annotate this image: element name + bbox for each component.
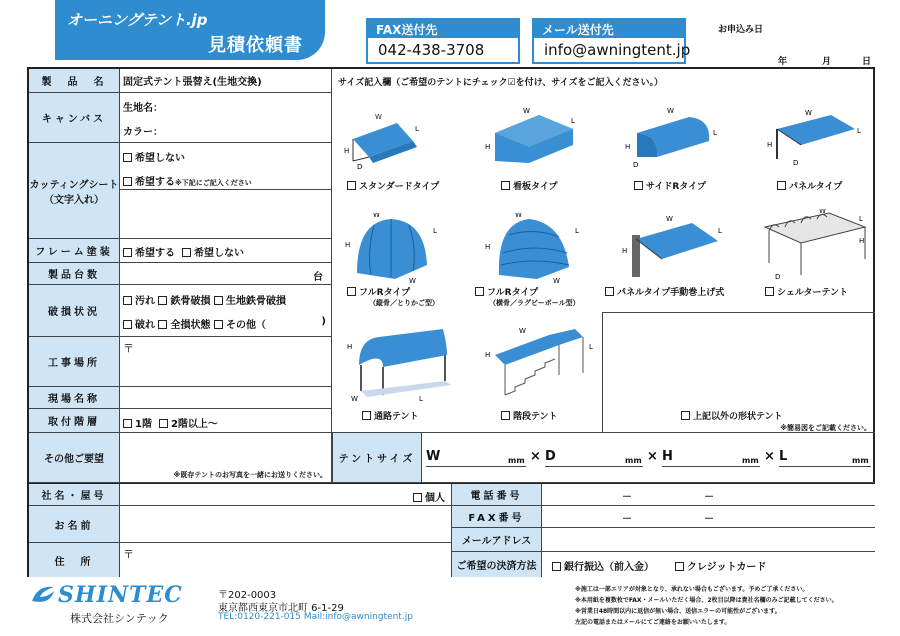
side-r-label: サイドRタイプ [646, 182, 706, 192]
times-1: × [530, 449, 541, 464]
floor-field [120, 409, 332, 433]
other-shape-label: 上記以外の形状テント [693, 412, 783, 422]
dim-h: H [485, 351, 491, 359]
dim-h: H [859, 237, 865, 245]
note-3: ※営業日48時間以内に返信が無い場合、送信エラーの可能性がございます。 [575, 608, 781, 615]
dim-l: L [575, 227, 579, 235]
full-r-vertical-label: フルRタイプ [359, 288, 411, 298]
signboard-label: 看板タイプ [513, 182, 558, 192]
frame-yes-checkbox[interactable] [123, 248, 132, 257]
full-r-horizontal-checkbox[interactable] [475, 287, 484, 296]
dim-l: L [589, 343, 593, 351]
size-h-unit: mm [742, 456, 759, 465]
dim-h: H [625, 143, 631, 151]
email-field[interactable] [542, 528, 875, 552]
other-shape-checkbox[interactable] [681, 411, 690, 420]
phone-field[interactable] [542, 484, 875, 506]
note-2: ※本用紙を複数枚でFAX・メールいただく場合、2枚目以降は貴社名欄のみご記載してください。 [575, 597, 838, 604]
size-w-unit: mm [508, 456, 525, 465]
tent-size-field [422, 433, 875, 483]
color-label: カラー： [123, 127, 163, 138]
signboard-tent-illustration [479, 105, 589, 171]
shelter-tent-illustration [759, 209, 871, 281]
note-1: ※施工は一部エリアが対象となり、承れない場合もございます。予めご了承ください。 [575, 586, 809, 593]
size-l-unit: mm [852, 456, 869, 465]
dirt-checkbox[interactable] [123, 296, 132, 305]
dim-h: H [767, 141, 773, 149]
passage-checkbox[interactable] [362, 411, 371, 420]
standard-checkbox[interactable] [347, 181, 356, 190]
canvas-field[interactable] [120, 93, 332, 143]
company-contact: TEL:0120-221-015 Mail:info@awningtent.jp [218, 612, 413, 622]
signboard-checkbox[interactable] [501, 181, 510, 190]
manual-roll-label: パネルタイプ手動巻上げ式 [617, 288, 725, 298]
tear-label: 破れ [135, 320, 155, 331]
panel-label: パネルタイプ [789, 182, 843, 192]
count-unit: 台 [313, 272, 323, 283]
company-label: 社名・屋号 [29, 484, 120, 506]
manual-roll-panel-illustration [614, 213, 724, 283]
site-name-label: 現場名称 [29, 387, 120, 409]
dim-w: W [805, 109, 812, 117]
dim-l: L [415, 125, 419, 133]
dim-w: W [515, 213, 522, 219]
mail-box [532, 18, 691, 64]
side-r-checkbox[interactable] [634, 181, 643, 190]
dim-h: H [485, 143, 491, 151]
floor-1-label: 1階 [135, 419, 152, 430]
fax-label: FAX送付先 [368, 20, 518, 38]
total-loss-checkbox[interactable] [158, 320, 167, 329]
dim-w: W [819, 209, 826, 215]
dim-h: H [344, 147, 350, 155]
dim-d: D [775, 273, 781, 281]
frame-break-label: 鉄骨破損 [170, 296, 211, 307]
day-label: 日 [862, 57, 872, 67]
dim-w: W [666, 215, 673, 223]
dim-l: L [433, 227, 437, 235]
site-name-field[interactable] [120, 387, 332, 409]
size-l-letter: L [779, 449, 788, 464]
cutting-yes-label: 希望する [135, 177, 175, 188]
other-damage-end: ) [321, 316, 326, 327]
phone-label: 電話番号 [452, 484, 542, 506]
floor-2-label: 2階以上～ [170, 419, 218, 430]
email-label: メールアドレス [452, 528, 542, 552]
bank-transfer-checkbox[interactable] [552, 562, 561, 571]
passage-label: 通路テント [374, 412, 419, 422]
frame-no-checkbox[interactable] [182, 248, 191, 257]
damage-field [120, 285, 332, 337]
shelter-label: シェルターテント [777, 288, 849, 298]
fax-dash-1: － [622, 514, 632, 525]
footer-notes [575, 584, 838, 628]
fax-dash-2: － [704, 514, 714, 525]
full-r-horizontal-label: フルRタイプ [487, 288, 539, 298]
standard-tent-illustration [339, 109, 439, 169]
cutting-sheet-field [120, 143, 332, 239]
side-r-tent-illustration [619, 105, 729, 171]
stair-checkbox[interactable] [501, 411, 510, 420]
fabric-frame-break-checkbox[interactable] [214, 296, 223, 305]
credit-card-label: クレジットカード [686, 562, 767, 573]
product-value: 固定式テント張替え(生地交換) [120, 69, 332, 93]
month-label: 月 [822, 57, 832, 67]
company-name: 株式会社シンテック [70, 612, 169, 625]
full-r-vertical-checkbox[interactable] [347, 287, 356, 296]
mail-address: info@awningtent.jp [544, 41, 691, 59]
fabric-name-label: 生地名： [123, 103, 163, 114]
dim-l: L [859, 215, 863, 223]
size-d-unit: mm [625, 456, 642, 465]
dim-w: W [667, 107, 674, 115]
size-h-letter: H [662, 449, 673, 464]
site-label: 工事場所 [29, 337, 120, 387]
phone-dash-1: － [622, 492, 632, 503]
dim-w: W [519, 327, 526, 335]
company-postal: 〒202-0003 [218, 590, 277, 601]
passage-tent-illustration [339, 325, 459, 401]
dim-w: W [523, 107, 530, 115]
times-3: × [764, 449, 775, 464]
payment-field [542, 552, 875, 577]
fax-label-row: FAX番号 [452, 506, 542, 528]
name-label: お名前 [29, 506, 120, 543]
apply-date-label: お申込み日 [718, 25, 764, 35]
shintec-logo-icon [28, 583, 58, 607]
logo-text: SHINTEC [58, 582, 183, 608]
dim-d: D [357, 163, 363, 169]
address-postal-mark: 〒 [123, 548, 134, 561]
fax-box [366, 18, 520, 64]
count-field[interactable] [120, 263, 332, 285]
address-label: 住 所 [29, 543, 120, 577]
estimate-form [27, 67, 875, 577]
site-name: オーニングテント.jp [67, 11, 208, 29]
dim-l: L [857, 127, 861, 135]
dim-h: H [345, 241, 351, 249]
dim-l: L [713, 129, 717, 137]
full-r-horizontal-sub: （横骨／ラグビーボール型） [489, 299, 580, 307]
full-r-vertical-illustration [339, 213, 449, 283]
size-d-letter: D [545, 449, 556, 464]
floor-label: 取付階層 [29, 409, 120, 433]
size-w-letter: W [426, 449, 441, 464]
dim-l: L [419, 395, 423, 401]
damage-label: 破損状況 [29, 285, 120, 337]
manual-roll-checkbox[interactable] [605, 287, 614, 296]
dim-w: W [373, 213, 380, 219]
cutting-sheet-label: カッティングシート（文字入れ） [29, 143, 120, 239]
dim-d: D [633, 161, 639, 169]
dim-h: H [485, 243, 491, 251]
address-field[interactable] [120, 543, 452, 577]
dim-h: H [622, 247, 628, 255]
other-shape-note: ※簡易図をご記載ください。 [780, 424, 871, 432]
year-label: 年 [778, 57, 788, 67]
frame-paint-field [120, 239, 332, 263]
tent-size-label: テントサイズ [332, 433, 422, 483]
company-field[interactable] [120, 484, 452, 506]
dim-w: W [351, 395, 358, 401]
individual-checkbox[interactable] [413, 493, 422, 502]
dim-l: L [571, 117, 575, 125]
company-address: 東京都西東京市北町 6-1-29 [218, 603, 344, 614]
stair-tent-illustration [479, 325, 599, 401]
cutting-no-checkbox[interactable] [123, 153, 132, 162]
dirt-label: 汚れ [135, 296, 155, 307]
dim-l: L [718, 227, 722, 235]
frame-yes-label: 希望する [135, 248, 175, 259]
cutting-yes-checkbox[interactable] [123, 177, 132, 186]
payment-label: ご希望の決済方法 [452, 552, 542, 577]
document-title: 見積依頼書 [208, 35, 303, 56]
count-label: 製品台数 [29, 263, 120, 285]
tear-checkbox[interactable] [123, 320, 132, 329]
canvas-label: キャンバス [29, 93, 120, 143]
standard-label: スタンダードタイプ [359, 182, 440, 192]
panel-tent-illustration [757, 109, 867, 169]
other-request-field[interactable] [120, 433, 332, 483]
full-r-vertical-sub: （縦骨／とりかご型） [369, 299, 439, 307]
times-2: × [647, 449, 658, 464]
floor-1-checkbox[interactable] [123, 419, 132, 428]
floor-2-checkbox[interactable] [159, 419, 168, 428]
company-logo [28, 583, 58, 611]
stair-label: 階段テント [513, 412, 558, 422]
header-banner [55, 0, 325, 60]
other-shape-box[interactable] [602, 312, 875, 433]
other-request-label: その他ご要望 [29, 433, 120, 483]
site-field[interactable] [120, 337, 332, 387]
size-section-title: サイズ記入欄（ご希望のテントにチェック☑を付け、サイズをご記入ください。） [338, 78, 664, 88]
frame-paint-label: フレーム塗装 [29, 239, 120, 263]
dim-w: W [375, 113, 382, 121]
dim-h: H [347, 343, 353, 351]
other-damage-label: その他（ [225, 320, 266, 331]
panel-checkbox[interactable] [777, 181, 786, 190]
dim-d: D [793, 159, 799, 167]
full-r-horizontal-illustration [479, 213, 589, 283]
shelter-checkbox[interactable] [765, 287, 774, 296]
individual-label: 個人 [425, 493, 445, 504]
photo-note: ※既存テントのお写真を一緒にお送りください。 [173, 471, 327, 479]
frame-break-checkbox[interactable] [158, 296, 167, 305]
phone-dash-2: － [704, 492, 714, 503]
dim-w-bottom: W [553, 277, 560, 283]
other-damage-checkbox[interactable] [214, 320, 223, 329]
product-label: 製 品 名 [29, 69, 120, 93]
note-4: 左記の電話またはメールにてご連絡をお願いいたします。 [575, 619, 731, 626]
site-postal-mark: 〒 [123, 342, 134, 355]
bank-transfer-label: 銀行振込（前入金） [564, 562, 654, 573]
fax-number: 042-438-3708 [378, 41, 485, 59]
cutting-no-label: 希望しない [135, 153, 185, 164]
name-field[interactable] [120, 506, 452, 543]
cutting-note: ※下記にご記入ください [175, 179, 252, 187]
credit-card-checkbox[interactable] [675, 562, 684, 571]
mail-label: メール送付先 [534, 20, 684, 38]
frame-no-label: 希望しない [193, 248, 244, 259]
dim-w-bottom: W [409, 277, 416, 283]
fax-field[interactable] [542, 506, 875, 528]
total-loss-label: 全損状態 [170, 320, 211, 331]
fabric-frame-break-label: 生地鉄骨破損 [225, 296, 286, 307]
